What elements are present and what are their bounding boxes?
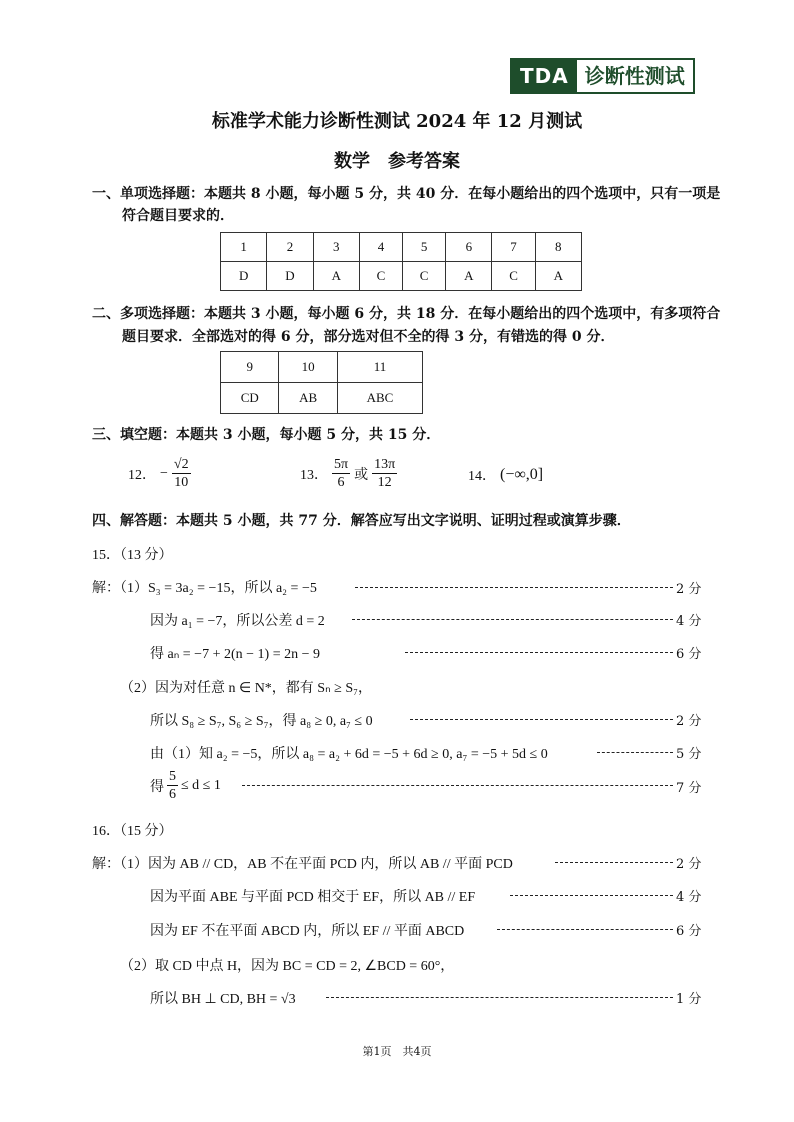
- table-cell: D: [267, 262, 313, 291]
- q15-line-7-pre: 得: [150, 779, 164, 795]
- q15-line-4: （2）因为对任意 n ∈ N*，都有 Sₙ ≥ S₇，: [120, 681, 373, 696]
- q15-line-2: 因为 a₁ = −7，所以公差 d = 2: [150, 614, 325, 629]
- q12-label: 12．: [128, 467, 156, 483]
- q14-label: 14．: [468, 469, 496, 484]
- table-cell: 1: [221, 233, 267, 262]
- answer-13: [300, 456, 397, 491]
- section2-heading2: 题目要求．全部选对的得 6 分，部分选对但不全的得 3 分，有错选的得 0 分．: [122, 329, 615, 345]
- q15-frac-den: 6: [169, 787, 176, 802]
- table-cell: C: [492, 262, 535, 291]
- q14-answer: (−∞,0]: [500, 466, 544, 483]
- table-cell: 6: [446, 233, 492, 262]
- table-cell: 11: [337, 352, 422, 383]
- q15-line-3: 得 aₙ = −7 + 2(n − 1) = 2n − 9: [150, 647, 320, 662]
- section1-heading2: 符合题目要求的．: [122, 208, 234, 224]
- q15-frac-num: 5: [169, 769, 176, 784]
- q15-score-5: 2 分: [676, 714, 702, 729]
- q13-or: 或: [354, 467, 369, 483]
- q15-line-7: [150, 768, 221, 803]
- table-cell: ABC: [337, 383, 422, 414]
- q13-denominator-2: 12: [377, 475, 392, 490]
- section3-heading: 三、填空题：本题共 3 小题，每小题 5 分，共 15 分．: [92, 427, 441, 443]
- q15-line-1: 解：（1）S₃ = 3a₂ = −15，所以 a₂ = −5: [92, 581, 317, 596]
- q15-score-2: 4 分: [676, 614, 702, 629]
- table-cell: D: [221, 262, 267, 291]
- table-cell: 4: [359, 233, 402, 262]
- table-cell: 7: [492, 233, 535, 262]
- q12-sign: −: [160, 465, 168, 481]
- table-row: [221, 352, 423, 383]
- logo-brand: TDA: [512, 60, 577, 92]
- leader-dots: [497, 929, 673, 930]
- single-choice-table: [220, 232, 582, 291]
- tda-logo: [510, 58, 695, 94]
- table-cell: CD: [221, 383, 279, 414]
- table-cell: C: [403, 262, 446, 291]
- q16-line-3: 因为 EF 不在平面 ABCD 内，所以 EF // 平面 ABCD: [150, 924, 465, 939]
- table-row: [221, 262, 582, 291]
- q13-numerator-2: 13π: [374, 457, 396, 472]
- leader-dots: [326, 997, 673, 998]
- section1-heading: 一、单项选择题：本题共 8 小题，每小题 5 分，共 40 分．在每小题给出的四个选项中，只有一项是: [92, 186, 721, 202]
- page-footer: 第1页 共4页: [362, 1045, 432, 1058]
- leader-dots: [597, 752, 673, 753]
- q15-line-6: 由（1）知 a₂ = −5，所以 a₈ = a₂ + 6d = −5 + 6d ≥ 0, a₇ = −5 + 5d ≤ 0: [150, 747, 548, 762]
- q15-line-7-post: ≤ d ≤ 1: [181, 777, 221, 793]
- q13-denominator-1: 6: [337, 475, 345, 490]
- table-cell: 9: [221, 352, 279, 383]
- section4-heading: 四、解答题：本题共 5 小题，共 77 分．解答应写出文字说明、证明过程或演算步骤．: [92, 513, 631, 529]
- table-cell: 3: [313, 233, 359, 262]
- section2-heading: 二、多项选择题：本题共 3 小题，每小题 6 分，共 18 分．在每小题给出的四个选项中，有多项符合: [92, 306, 721, 322]
- q16-score-2: 4 分: [676, 890, 702, 905]
- table-cell: 8: [535, 233, 581, 262]
- leader-dots: [242, 785, 673, 786]
- q12-numerator: √2: [173, 457, 189, 472]
- q15-score-6: 5 分: [676, 747, 702, 762]
- q15-line-5: 所以 S₈ ≥ S₇, S₆ ≥ S₇，得 a₈ ≥ 0, a₇ ≤ 0: [150, 714, 373, 729]
- table-cell: A: [313, 262, 359, 291]
- table-row: [221, 383, 423, 414]
- page-subtitle: 数学 参考答案: [334, 151, 460, 172]
- q13-fraction-1: [332, 456, 350, 491]
- answer-12: [128, 456, 191, 491]
- page-title: 标准学术能力诊断性测试 2024 年 12 月测试: [211, 111, 583, 132]
- q15-fraction: [167, 768, 178, 803]
- q15-score-7: 7 分: [676, 781, 702, 796]
- q16-label: 16．（15 分）: [92, 824, 173, 839]
- q13-numerator-1: 5π: [334, 457, 349, 472]
- q15-label: 15．（13 分）: [92, 548, 173, 563]
- leader-dots: [510, 895, 673, 896]
- q16-score-1: 2 分: [676, 857, 702, 872]
- q15-score-1: 2 分: [676, 582, 702, 597]
- q12-fraction: [172, 456, 191, 491]
- logo-text: 诊断性测试: [577, 60, 693, 92]
- q16-score-5: 1 分: [676, 992, 702, 1007]
- q16-line-4: （2）取 CD 中点 H，因为 BC = CD = 2, ∠BCD = 60°，: [120, 959, 455, 974]
- q16-line-5: 所以 BH ⊥ CD, BH = √3: [150, 992, 296, 1007]
- table-cell: AB: [279, 383, 337, 414]
- leader-dots: [405, 652, 673, 653]
- answer-14: [468, 465, 543, 485]
- q12-denominator: 10: [174, 475, 189, 490]
- leader-dots: [555, 862, 673, 863]
- q13-fraction-2: [372, 456, 397, 491]
- q16-score-3: 6 分: [676, 924, 702, 939]
- multi-choice-table: [220, 351, 423, 414]
- table-cell: A: [535, 262, 581, 291]
- table-cell: 10: [279, 352, 337, 383]
- q16-line-1: 解：（1）因为 AB // CD，AB 不在平面 PCD 内，所以 AB // 平面 PCD: [92, 857, 513, 872]
- table-cell: 5: [403, 233, 446, 262]
- leader-dots: [355, 587, 673, 588]
- table-cell: A: [446, 262, 492, 291]
- leader-dots: [352, 619, 673, 620]
- q16-line-2: 因为平面 ABE 与平面 PCD 相交于 EF，所以 AB // EF: [150, 890, 476, 905]
- q13-label: 13．: [300, 467, 328, 483]
- table-row: [221, 233, 582, 262]
- leader-dots: [410, 719, 673, 720]
- table-cell: 2: [267, 233, 313, 262]
- table-cell: C: [359, 262, 402, 291]
- q15-score-3: 6 分: [676, 647, 702, 662]
